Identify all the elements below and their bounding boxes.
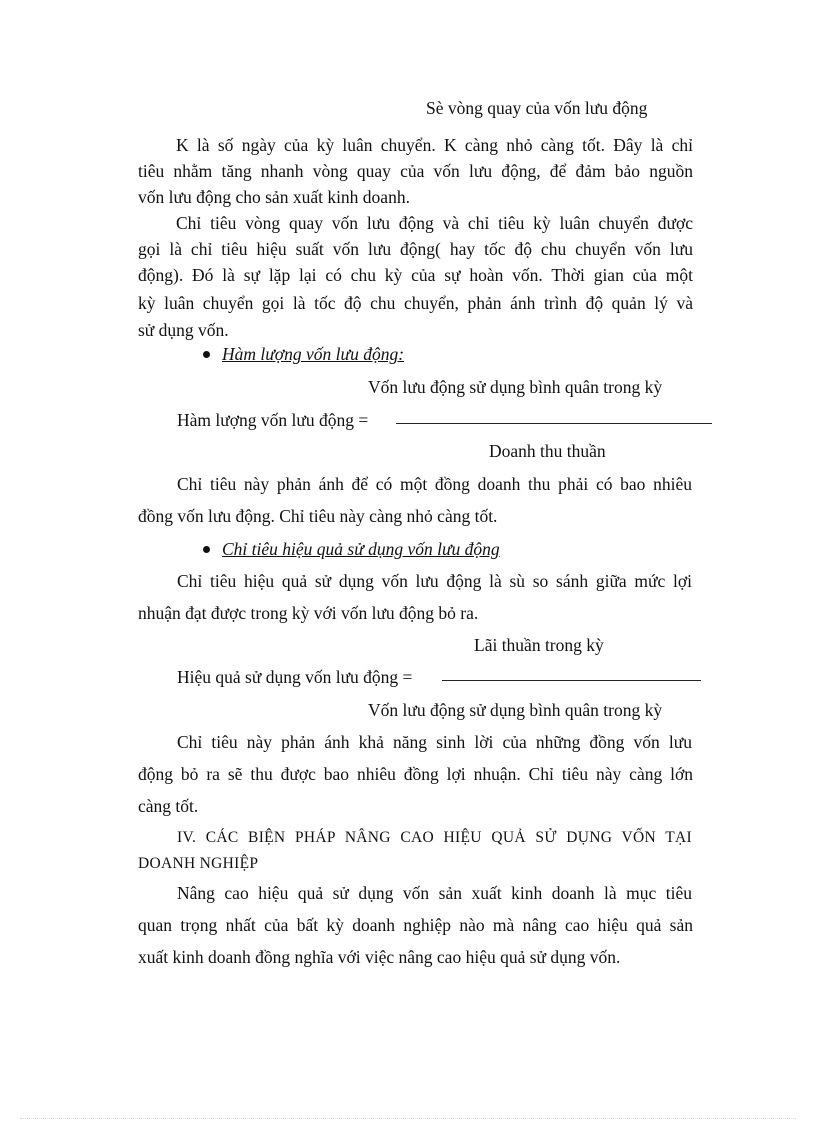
para1-line-1: K là số ngày của kỳ luân chuyển. K càng nhỏ càng tốt. Đây là chỉ xyxy=(176,135,693,155)
para1-line-3: vốn lưu động cho sản xuất kinh doanh. xyxy=(138,187,410,207)
bullet-1-dot xyxy=(203,351,210,358)
para6-line-2: quan trọng nhất của bất kỳ doanh nghiệp nào mà nâng cao hiệu quả sản xyxy=(138,915,693,935)
formula2-lhs: Hiệu quả sử dụng vốn lưu động = xyxy=(177,667,413,687)
bullet-1-heading: Hàm lượng vốn lưu động: xyxy=(222,344,405,364)
para1-line-2: tiêu nhằm tăng nhanh vòng quay của vốn lưu động, để đảm bảo nguồn xyxy=(138,161,693,181)
section-heading-line-1: IV. CÁC BIỆN PHÁP NÂNG CAO HIỆU QUẢ SỬ DỤNG VỐN TẠI xyxy=(177,829,692,846)
para2-line-5: sử dụng vốn. xyxy=(138,320,229,340)
section-heading-line-2: DOANH NGHIỆP xyxy=(138,855,259,872)
formula2-fraction-bar xyxy=(442,680,701,681)
para5-line-1: Chỉ tiêu này phản ánh khả năng sinh lời của những đồng vốn lưu xyxy=(177,732,692,752)
formula1-numerator: Vốn lưu động sử dụng bình quân trong kỳ xyxy=(368,377,663,397)
formula1-lhs: Hàm lượng vốn lưu động = xyxy=(177,410,369,430)
para2-line-4: kỳ luân chuyển gọi là tốc độ chu chuyển, phản ánh trình độ quản lý và xyxy=(138,293,693,313)
formula1-denominator: Doanh thu thuần xyxy=(489,441,606,461)
page-bottom-border xyxy=(20,1118,796,1119)
bullet-2-heading: Chỉ tiêu hiệu quả sử dụng vốn lưu động xyxy=(222,539,500,559)
bullet-2-dot xyxy=(203,546,210,553)
top-label: Sè vòng quay của vốn lưu động xyxy=(426,98,648,118)
formula2-denominator: Vốn lưu động sử dụng bình quân trong kỳ xyxy=(368,700,663,720)
para2-line-2: gọi là chỉ tiêu hiệu suất vốn lưu động( hay tốc độ chu chuyển vốn lưu xyxy=(138,239,693,259)
para6-line-3: xuất kinh doanh đồng nghĩa với việc nâng cao hiệu quả sử dụng vốn. xyxy=(138,947,621,967)
para2-line-1: Chỉ tiêu vòng quay vốn lưu động và chỉ tiêu kỳ luân chuyển được xyxy=(176,213,693,233)
para3-line-1: Chỉ tiêu này phản ánh để có một đồng doanh thu phải có bao nhiêu xyxy=(177,474,692,494)
para6-line-1: Nâng cao hiệu quả sử dụng vốn sản xuất kinh doanh là mục tiêu xyxy=(177,883,692,903)
para2-line-3: động). Đó là sự lặp lại có chu kỳ của sự hoàn vốn. Thời gian của một xyxy=(138,265,693,285)
para5-line-3: càng tốt. xyxy=(138,796,199,816)
para4-line-2: nhuận đạt được trong kỳ với vốn lưu động bỏ ra. xyxy=(138,603,479,623)
para5-line-2: động bỏ ra sẽ thu được bao nhiêu đồng lợi nhuận. Chỉ tiêu này càng lớn xyxy=(138,764,693,784)
para4-line-1: Chỉ tiêu hiệu quả sử dụng vốn lưu động là sù so sánh giữa mức lợi xyxy=(177,571,692,591)
para3-line-2: đồng vốn lưu động. Chỉ tiêu này càng nhỏ càng tốt. xyxy=(138,506,498,526)
formula2-numerator: Lãi thuần trong kỳ xyxy=(474,635,604,655)
formula1-fraction-bar xyxy=(396,423,712,424)
